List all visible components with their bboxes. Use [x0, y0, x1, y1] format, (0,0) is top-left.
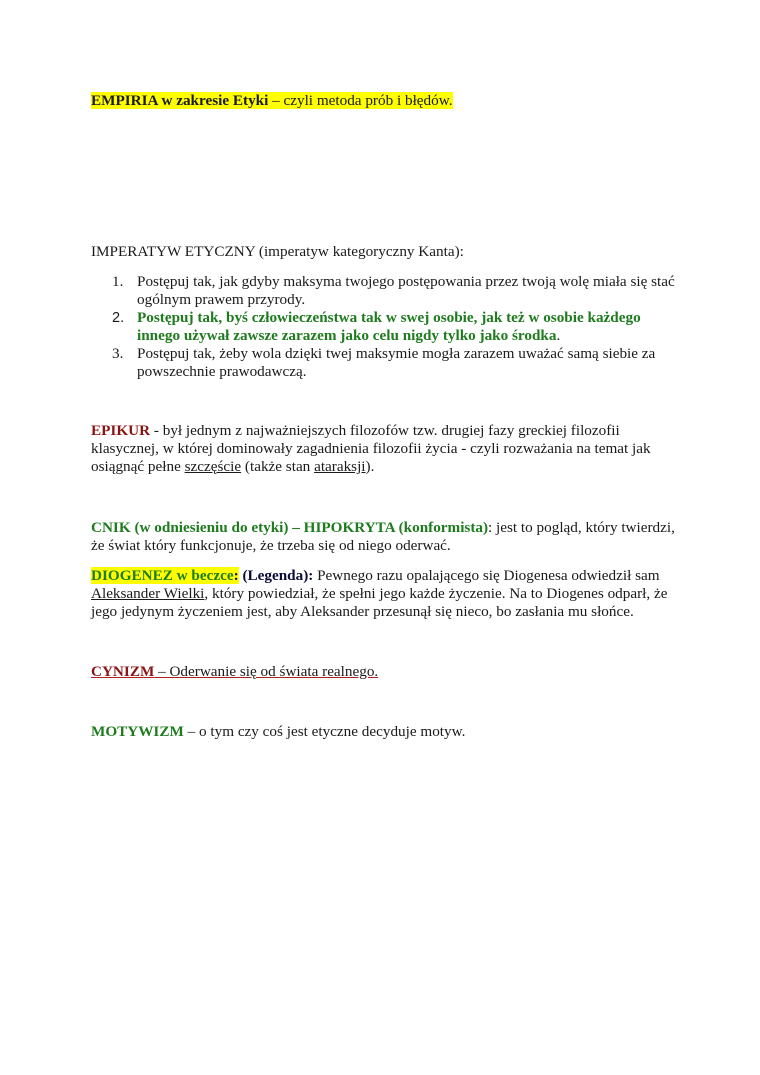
imperatyw-list — [91, 273, 676, 381]
link-ataraksji[interactable]: ataraksji — [314, 458, 366, 475]
list-item-tail: . — [556, 327, 561, 344]
diogenez-colon: : — [233, 567, 239, 584]
empiria-title: EMPIRIA w zakresie Etyki — [91, 92, 269, 109]
link-szczescie[interactable]: szczęście — [184, 458, 242, 475]
cynizm-paragraph — [91, 663, 676, 681]
imperatyw-heading: IMPERATYW ETYCZNY (imperatyw kategoryczny Kanta): — [91, 243, 464, 260]
cnik-text: : jest to pogląd, który twierdzi, że świat który funkcjonuje, że trzeba się od niego oderwać. — [91, 519, 675, 554]
epikur-name: EPIKUR — [91, 422, 151, 439]
list-item-text: Postępuj tak, żeby wola dzięki twej maksymie mogła zarazem uważać samą siebie za powszechnie prawodawczą. — [137, 345, 656, 380]
empiria-paragraph — [91, 92, 676, 110]
diogenez-legend: (Legenda): — [238, 567, 314, 584]
diogenez-text-2: , który powiedział, że spełni jego każde życzenie. Na to Diogenes odparł, że jego jedynym życzeniem jest, aby Aleksander przesunął się nieco, bo zasłania mu słońce. — [91, 585, 668, 620]
epikur-text-3: ). — [365, 458, 375, 475]
list-number: 2. — [112, 310, 125, 326]
empiria-text: – czyli metoda prób i błędów. — [268, 92, 453, 109]
diogenez-title: DIOGENEZ w beczce — [91, 567, 234, 584]
list-number: 3. — [112, 345, 124, 362]
diogenez-paragraph — [91, 567, 676, 621]
link-aleksander-wielki[interactable]: Aleksander Wielki — [91, 585, 205, 602]
list-item — [91, 345, 676, 381]
cnik-paragraph — [91, 519, 676, 555]
list-number: 1. — [112, 273, 124, 290]
cynizm-text: – Oderwanie się od świata realnego. — [154, 663, 379, 680]
list-item — [91, 309, 676, 345]
list-item — [91, 273, 676, 309]
diogenez-text: Pewnego razu opalającego się Diogenesa odwiedził sam — [313, 567, 660, 584]
list-item-text: Postępuj tak, jak gdyby maksyma twojego postępowania przez twoją wolę miała się stać ogólnym prawem przyrody. — [137, 273, 675, 308]
epikur-text-2: (także stan — [241, 458, 315, 475]
cnik-title: CNIK (w odniesieniu do etyki) – HIPOKRYTA (konformista) — [91, 519, 489, 536]
motywizm-paragraph — [91, 723, 676, 741]
epikur-text: - był jednym z najważniejszych filozofów tzw. drugiej fazy greckiej filozofii klasycznej, w której dominowały zagadnienia filozofii życia - czyli rozważania na temat jak osiągnąć pełne — [91, 422, 651, 475]
motywizm-name: MOTYWIZM — [91, 723, 184, 740]
list-item-text: Postępuj tak, byś człowieczeństwa tak w swej osobie, jak też w osobie każdego innego używał zawsze zarazem jako celu nigdy tylko jako środka — [137, 309, 641, 344]
cynizm-name: CYNIZM — [91, 663, 155, 680]
epikur-paragraph — [91, 422, 676, 476]
motywizm-text: – o tym czy coś jest etyczne decyduje motyw. — [183, 723, 466, 740]
